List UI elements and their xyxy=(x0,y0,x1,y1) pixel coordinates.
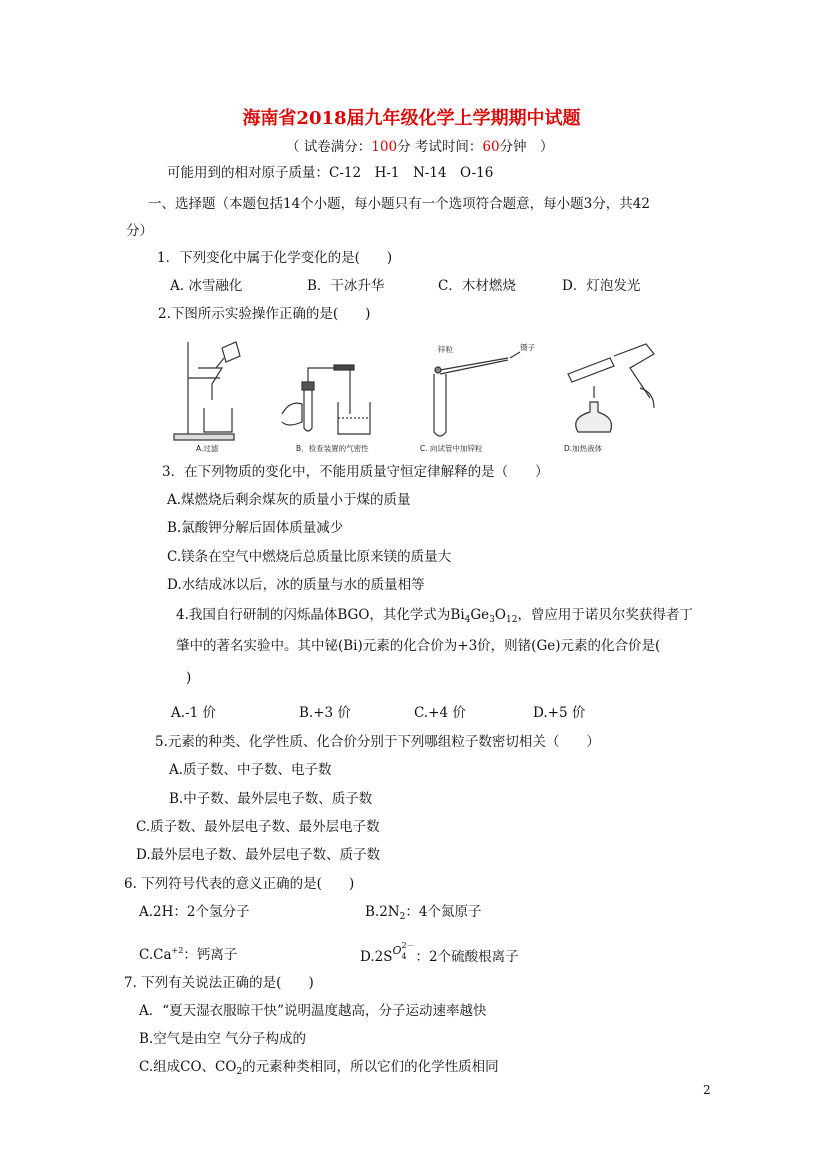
q6-stem: 6. 下列符号代表的意义正确的是( ) xyxy=(124,876,355,892)
q6-d-o: O xyxy=(392,944,402,957)
full-score: 100 xyxy=(371,139,398,155)
q6-option-a: A.2H：2个氢分子 xyxy=(139,904,250,920)
q6-c-post: ：钙离子 xyxy=(183,947,238,963)
q6-b-post: ：4个氮原子 xyxy=(405,904,482,920)
q7-c-pre: C.组成CO、CO xyxy=(139,1059,237,1075)
q6-c-sup: +2 xyxy=(171,946,184,955)
q3-option-a: A.煤燃烧后剩余煤灰的质量小于煤的质量 xyxy=(167,492,411,508)
formula-o-sub: 12 xyxy=(505,615,518,625)
q6-option-b xyxy=(365,903,481,926)
airtightness-check-icon xyxy=(282,365,370,434)
q7-option-b: B.空气是由空 气分子构成的 xyxy=(139,1031,307,1047)
atomic-mass-note: 可能用到的相对原子质量：C-12 H-1 N-14 O-16 xyxy=(167,165,494,181)
exam-info xyxy=(286,138,554,156)
q4-stem xyxy=(176,606,693,629)
q3-option-d: D.水结成冰以后，冰的质量与水的质量相等 xyxy=(167,577,425,593)
filtration-apparatus-icon xyxy=(174,342,240,440)
formula-o: O xyxy=(494,607,506,623)
q1-stem: 1．下列变化中属于化学变化的是( ) xyxy=(157,250,393,266)
q6-option-c xyxy=(139,942,237,964)
exam-info-mid: 分 考试时间： xyxy=(397,139,483,155)
exam-time: 60 xyxy=(482,139,500,155)
exam-info-open: （ 试卷满分： xyxy=(286,139,372,155)
section1-heading: 一、选择题（本题包括14个小题，每小题只有一个选项符合题意，每小题3分，共42 xyxy=(148,196,650,212)
q3-option-c: C.镁条在空气中燃烧后总质量比原来镁的质量大 xyxy=(167,549,452,565)
q4-option-a: A.-1 价 xyxy=(171,705,216,721)
q6-option-d xyxy=(360,942,519,966)
q6-b-sub: 2 xyxy=(399,912,406,922)
q5-option-b: B.中子数、最外层电子数、质子数 xyxy=(169,791,373,807)
zinc-label: 锌粒 xyxy=(438,345,453,354)
exam-title: 海南省2018届九年级化学上学期期中试题 xyxy=(242,108,581,129)
q7-c-sub: 2 xyxy=(236,1067,243,1077)
q1-option-d: D．灯泡发光 xyxy=(562,278,641,294)
q4-formula xyxy=(450,607,517,623)
q7-c-post: 的元素种类相同，所以它们的化学性质相同 xyxy=(242,1059,499,1075)
q4-stem-line3: ) xyxy=(186,670,192,686)
q5-option-c: C.质子数、最外层电子数、最外层电子数 xyxy=(136,819,380,835)
q1-option-b: B．干冰升华 xyxy=(307,278,385,294)
section1-heading-cont: 分） xyxy=(126,223,153,239)
q6-b-pre: B.2N xyxy=(365,904,400,920)
figure-caption-d: D.加热液体 xyxy=(564,444,603,453)
figure-caption-c: C. 向试管中加锌粒 xyxy=(420,444,483,453)
q6-d-script xyxy=(402,942,416,960)
q1-option-a: A. 冰雪融化 xyxy=(170,278,243,294)
page-number: 2 xyxy=(703,1083,711,1097)
q7-option-c xyxy=(139,1058,499,1081)
formula-ge: Ge xyxy=(470,607,490,623)
q7-stem: 7. 下列有关说法正确的是( ) xyxy=(124,975,314,991)
q6-d-sub: 4 xyxy=(401,952,407,961)
q4-option-b: B.+3 价 xyxy=(299,705,351,721)
q5-stem: 5.元素的种类、化学性质、化合价分别于下列哪组粒子数密切相关（ ） xyxy=(155,734,600,750)
q3-option-b: B.氯酸钾分解后固体质量减少 xyxy=(167,520,344,536)
q6-d-pre: D.2S xyxy=(360,949,393,965)
q7-option-a: A．“夏天湿衣服晾干快”说明温度越高，分子运动速率越快 xyxy=(139,1003,487,1019)
figure-caption-b: B．检查装置的气密性 xyxy=(296,444,369,453)
add-zinc-to-test-tube-icon xyxy=(434,352,520,436)
q5-option-a: A.质子数、中子数、电子数 xyxy=(169,762,332,778)
q4-stem-b: ，曾应用于诺贝尔奖获得者丁 xyxy=(517,607,693,623)
q4-option-c: C.+4 价 xyxy=(414,705,466,721)
formula-bi-sub: 4 xyxy=(464,615,471,625)
heating-liquid-icon xyxy=(568,344,654,432)
q2-experiment-figure xyxy=(170,338,660,456)
figure-caption-a: A.过滤 xyxy=(196,444,219,453)
exam-info-close: 分钟 ） xyxy=(499,139,554,155)
formula-bi: Bi xyxy=(450,607,465,623)
q6-d-charge: 2－ xyxy=(401,941,415,950)
q4-stem-a: 4.我国自行研制的闪烁晶体BGO，其化学式为 xyxy=(176,607,451,623)
q3-stem: 3．在下列物质的变化中，不能用质量守恒定律解释的是（ ） xyxy=(162,464,549,480)
q6-c-pre: C.Ca xyxy=(139,947,172,963)
q2-stem: 2.下图所示实验操作正确的是( ) xyxy=(158,306,371,322)
q4-option-d: D.+5 价 xyxy=(533,705,586,721)
q4-stem-line2: 肇中的著名实验中。其中铋(Bi)元素的化合价为+3价，则锗(Ge)元素的化合价是( xyxy=(176,638,661,654)
q1-option-c: C．木材燃烧 xyxy=(438,278,516,294)
q5-option-d: D.最外层电子数、最外层电子数、质子数 xyxy=(136,847,381,863)
formula-ge-sub: 3 xyxy=(489,615,495,625)
tweezers-label: 镊子 xyxy=(520,343,535,352)
q6-d-post: ：2个硫酸根离子 xyxy=(415,949,519,965)
